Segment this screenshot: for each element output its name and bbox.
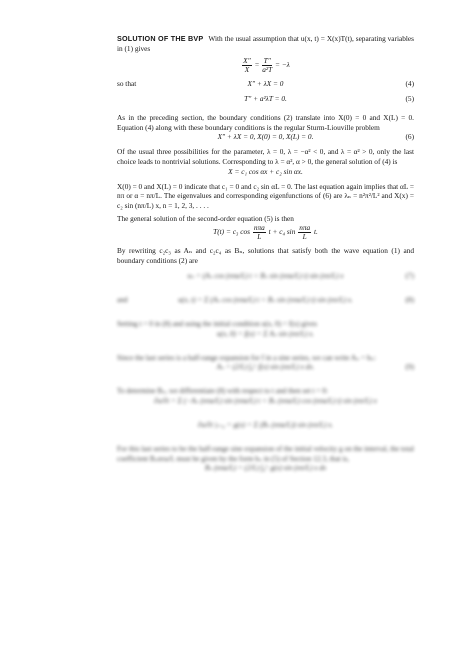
equation-8: and u(x, t) = Σ (Aₙ cos (nπa/L) t + Bₙ sin (nπa/L) t) sin (nπ/L) x. (8) <box>117 295 414 305</box>
blurred-region <box>117 265 414 487</box>
fraction-t: $\frac{T''}{\text{a²T}}$ <box>262 56 273 75</box>
equation-number-5: (5) <box>405 94 414 104</box>
equation-number-4: (4) <box>405 79 414 89</box>
text-column <box>117 34 414 487</box>
equation-initial: u(x, 0) = f(x) = Σ Aₙ sin (nπ/L) x. <box>216 328 315 338</box>
equation-number-6: (6) <box>405 132 414 142</box>
blurred-line-2: Since the last series is a half-range expansion for f in a sine series, we can write Aₙ = bₙ: <box>117 352 376 362</box>
blurred-line-4: For this last series to be the half-range sine expansion of the initial velocity g on the interval, the total coefficient Bₙnπa/L must be given by the form bₙ in (5) of Section 12.3, that is, <box>117 443 414 463</box>
rewriting-paragraph: By rewriting c₂c₃ as Aₙ and c₂c₄ as Bₙ, solutions that satisfy both the wave equation (1) and boundary conditions (2) are <box>117 245 414 265</box>
equation-du-dt-zero: ∂u/∂t |ₜ₌₀ = g(x) = Σ (Bₙ (nπa/L)) sin (nπ/L) x. <box>197 419 334 429</box>
time-solution-equation: T(t) = c₃ cos $\frac{\text{nπa}}{L}$ t + c₄ sin $\frac{\text{nπa}}{L}$ t. <box>213 222 318 241</box>
parameter-paragraph: Of the usual three possibilities for the parameter, λ = 0, λ = −α² < 0, and λ = α² > 0, only the last choice leads to nontrivial solutions. Corresponding to λ = α², α > 0, the general solution of (4) is <box>117 147 414 166</box>
equation-du-dt: ∂u/∂t = Σ (−Aₙ (nπa/L) sin (nπa/L) t + Bₙ (nπa/L) cos (nπa/L) t) sin (nπ/L) x <box>154 395 377 405</box>
intro-text: With the usual assumption that u(x, t) = X(x)T(t), separating variables in (1) gives <box>117 34 414 53</box>
eigen-paragraph: X(0) = 0 and X(L) = 0 indicate that c₁ = 0 and c₂ sin αL = 0. The last equation again implies that αL = nπ or α = nπ/L. The eigenvalues and corresponding eigenfunctions of (6) are λₙ = n²π²/L² and X(x) = c₂ sin (nπ/L) x, n = 1, 2, 3, . . . . <box>117 181 414 210</box>
fraction-x: $\frac{X''}{X}$ <box>243 56 251 75</box>
equation-5: T″ + a²λT = 0. (5) <box>244 94 414 104</box>
section-heading: SOLUTION OF THE BVP <box>117 34 204 43</box>
so-that-label: so that <box>117 79 137 89</box>
equation-7: uₙ = (Aₙ cos (nπa/L) t + Bₙ sin (nπa/L) t) sin (nπ/L) x (7) <box>187 271 414 281</box>
equation-6: X″ + λX = 0, X(0) = 0, X(L) = 0. (6) <box>217 132 414 142</box>
intro-paragraph <box>117 34 414 53</box>
second-order-paragraph: The general solution of the second-order equation (5) is then <box>117 214 294 224</box>
equation-an: Aₙ = (2/L) ∫₀ᴸ f(x) sin (nπ/L) x dx. (9) <box>216 362 414 372</box>
separation-equation: $\frac{X''}{X}$ = $\frac{T''}{\text{a²T}}$ = −λ <box>243 56 290 75</box>
blurred-line-1: Setting t = 0 in (8) and using the initial condition u(x, 0) = f(x) gives <box>117 319 317 329</box>
separation-rhs: = −λ <box>274 60 290 70</box>
boundary-paragraph: As in the preceding section, the boundary conditions (2) translate into X(0) = 0 and X(L) = 0. Equation (4) along with these boundary conditions is the regular Sturm-Liouville problem <box>117 113 414 132</box>
blurred-line-3: To determine Bₙ, we differentiate (8) with respect to t and then set t = 0: <box>117 386 328 396</box>
general-solution-equation: X = c₁ cos αx + c₂ sin αx. <box>228 166 303 176</box>
equation-4: so that X″ + λX = 0 (4) <box>117 79 414 89</box>
equation-bn: Bₙ (nπa/L) = (2/L) ∫₀ᴸ g(x) sin (nπ/L) x dx <box>204 463 327 473</box>
